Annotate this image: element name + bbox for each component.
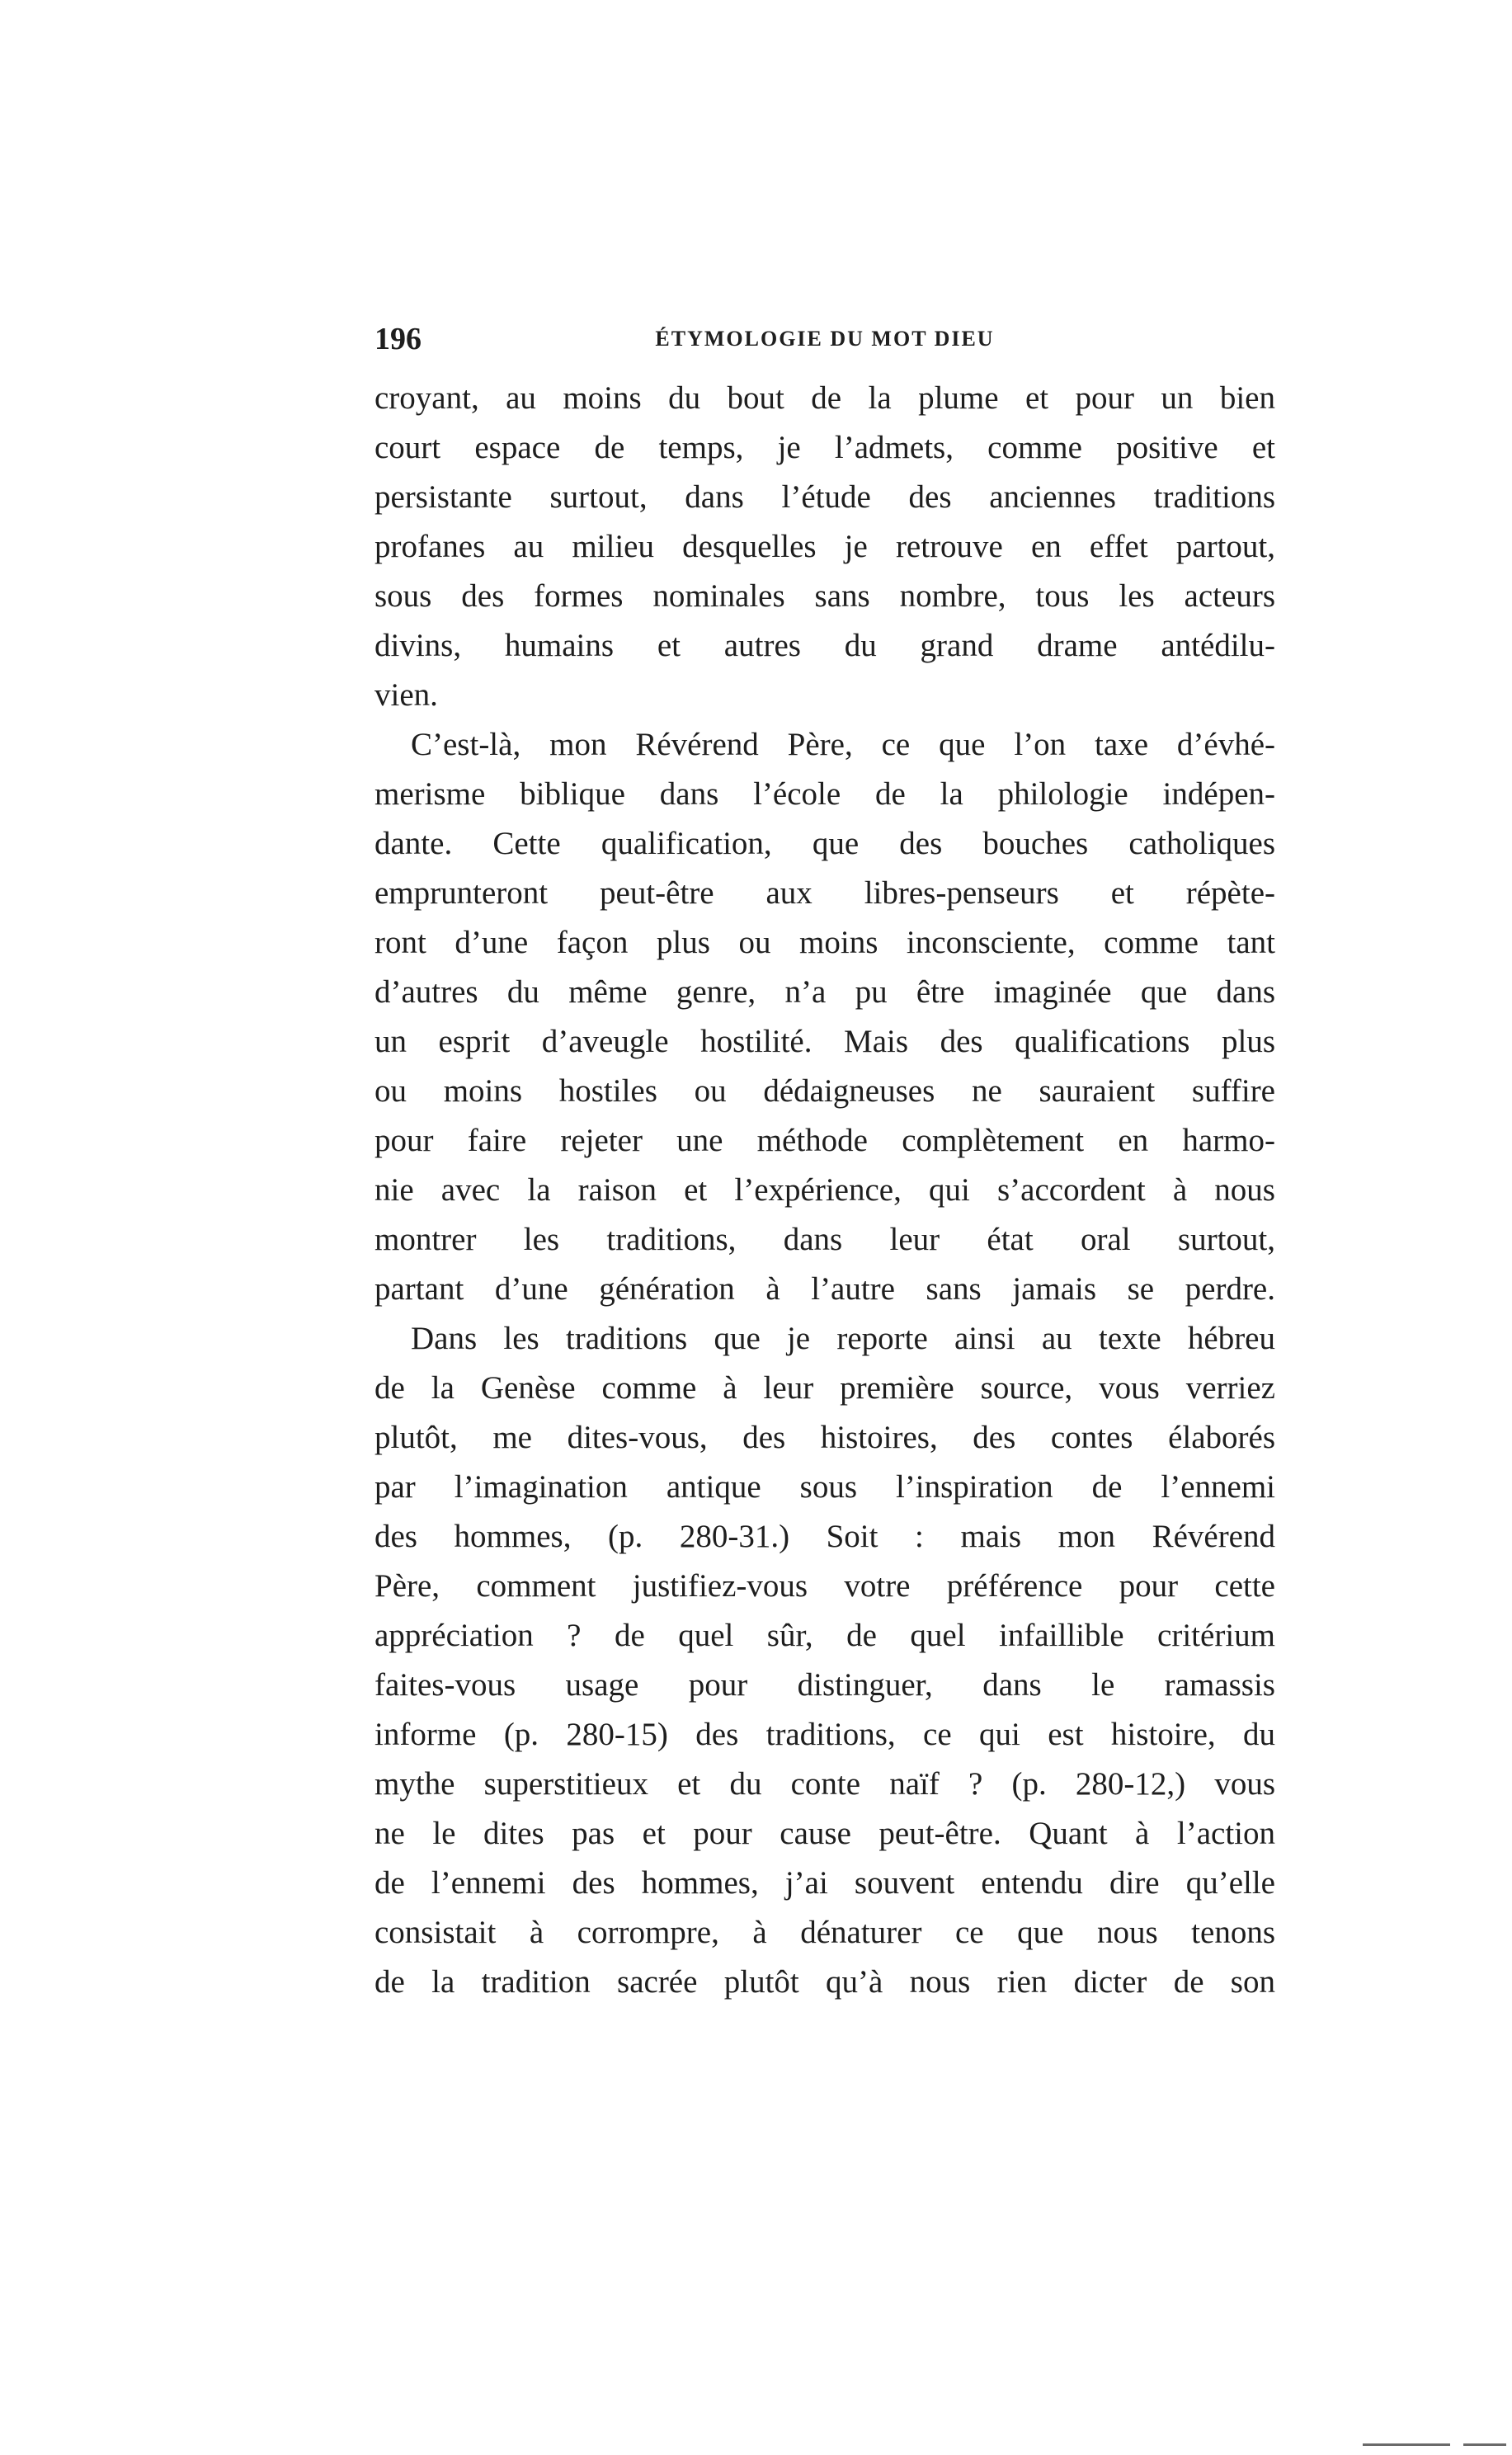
text-line: mythe superstitieux et du conte naïf ? (p. 280-12,) vous	[374, 1766, 1275, 1802]
text-line: persistante surtout, dans l’étude des anciennes traditions	[374, 479, 1275, 515]
scan-ink-mark	[1463, 2443, 1506, 2446]
text-line: de la Genèse comme à leur première source, vous verriez	[374, 1370, 1275, 1406]
text-line: d’autres du même genre, n’a pu être imaginée que dans	[374, 974, 1275, 1010]
text-line: dante. Cette qualification, que des bouches catholiques	[374, 826, 1275, 861]
running-title: ÉTYMOLOGIE DU MOT DIEU	[655, 327, 995, 351]
text-line: des hommes, (p. 280-31.) Soit : mais mon Révérend	[374, 1519, 1275, 1554]
paragraph-start-line: C’est-là, mon Révérend Père, ce que l’on taxe d’évhé-	[411, 727, 1275, 762]
text-line: plutôt, me dites-vous, des histoires, des contes élaborés	[374, 1420, 1275, 1455]
text-line: croyant, au moins du bout de la plume et pour un bien	[374, 380, 1275, 416]
text-line: un esprit d’aveugle hostilité. Mais des qualifications plus	[374, 1024, 1275, 1059]
text-line: ou moins hostiles ou dédaigneuses ne sauraient suffire	[374, 1073, 1275, 1109]
text-line: de la tradition sacrée plutôt qu’à nous rien dicter de son	[374, 1964, 1275, 2000]
paragraph-start-line: Dans les traditions que je reporte ainsi au texte hébreu	[411, 1321, 1275, 1356]
text-line: ront d’une façon plus ou moins inconsciente, comme tant	[374, 925, 1275, 960]
text-line: consistait à corrompre, à dénaturer ce que nous tenons	[374, 1915, 1275, 1950]
text-line: informe (p. 280-15) des traditions, ce qui est histoire, du	[374, 1717, 1275, 1752]
text-line: par l’imagination antique sous l’inspiration de l’ennemi	[374, 1469, 1275, 1505]
text-line: court espace de temps, je l’admets, comme positive et	[374, 430, 1275, 465]
text-line: merisme biblique dans l’école de la philologie indépen-	[374, 776, 1275, 812]
text-line: vien.	[374, 677, 438, 713]
text-line: appréciation ? de quel sûr, de quel infaillible critérium	[374, 1618, 1275, 1653]
text-line: de l’ennemi des hommes, j’ai souvent entendu dire qu’elle	[374, 1865, 1275, 1901]
text-line: ne le dites pas et pour cause peut-être. Quant à l’action	[374, 1816, 1275, 1851]
page-number: 196	[374, 322, 422, 356]
text-line: partant d’une génération à l’autre sans jamais se perdre.	[374, 1271, 1275, 1307]
page-header	[374, 318, 1275, 360]
text-line: pour faire rejeter une méthode complètement en harmo-	[374, 1123, 1275, 1158]
text-line: montrer les traditions, dans leur état oral surtout,	[374, 1222, 1275, 1257]
text-line: profanes au milieu desquelles je retrouve en effet partout,	[374, 529, 1275, 564]
scan-ink-mark	[1363, 2443, 1450, 2446]
text-line: nie avec la raison et l’expérience, qui s’accordent à nous	[374, 1172, 1275, 1208]
text-line: sous des formes nominales sans nombre, tous les acteurs	[374, 578, 1275, 614]
text-line: faites-vous usage pour distinguer, dans le ramassis	[374, 1667, 1275, 1703]
text-line: divins, humains et autres du grand drame antédilu-	[374, 628, 1275, 663]
text-line: Père, comment justifiez-vous votre préférence pour cette	[374, 1568, 1275, 1604]
text-line: emprunteront peut-être aux libres-penseurs et répète-	[374, 875, 1275, 911]
